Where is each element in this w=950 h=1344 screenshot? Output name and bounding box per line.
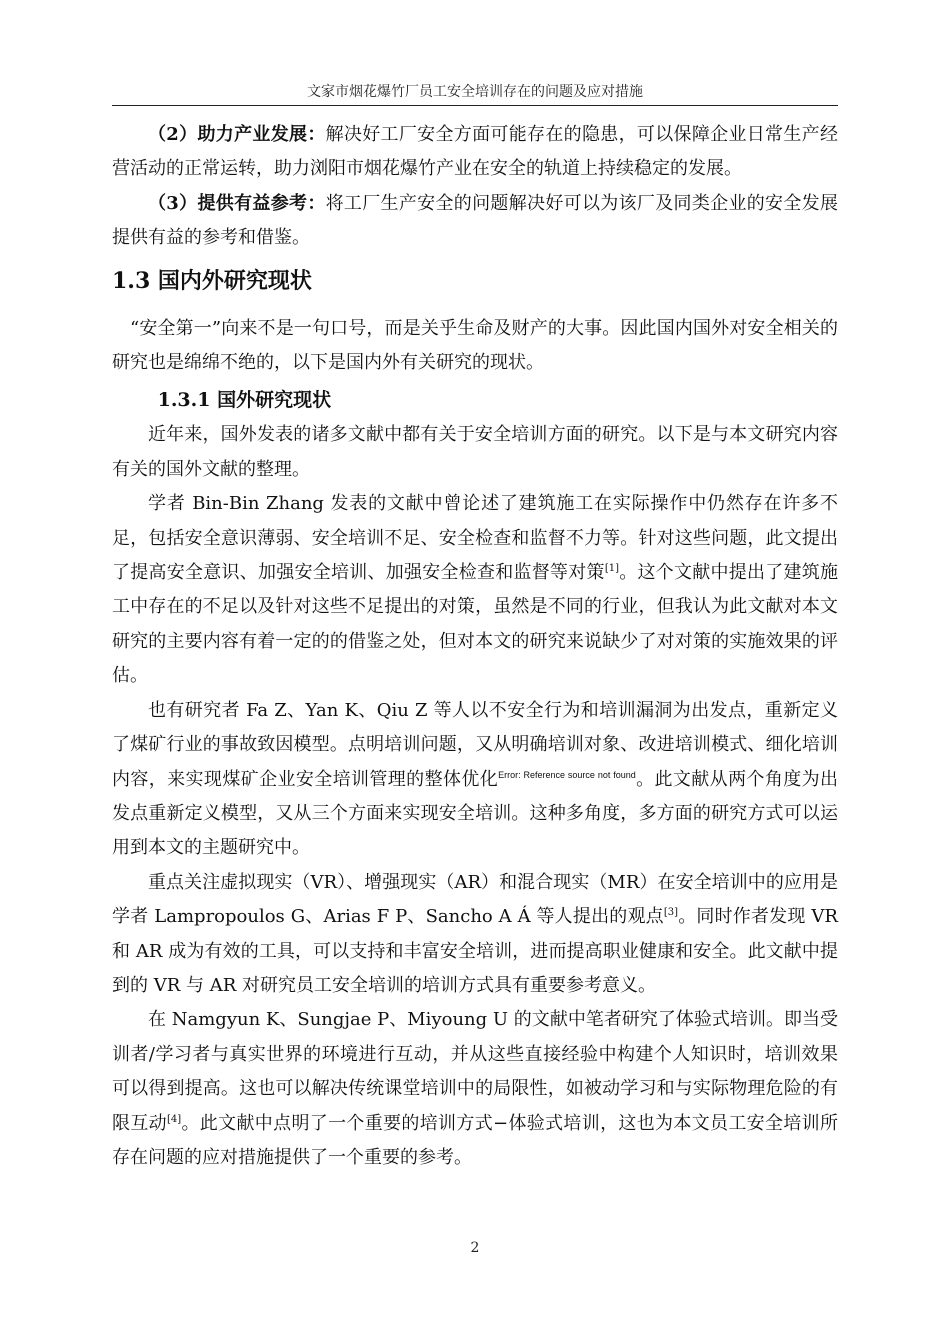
paragraph-3-text-a: 也有研究者 Fa Z、Yan K、Qiu Z 等人以不安全行为和培训漏洞为出发点，重新定义了煤矿行业的事故致因模型。点明培训问题，又从明确培训对象、改进培训模式、细化培训内容，来实现煤矿企业安全培训管理的整体优化	[112, 699, 838, 790]
paragraph-5-text-b: 。此文献中点明了一个重要的培训方式−体验式培训，这也为本文员工安全培训所存在问题的应对措施提供了一个重要的参考。	[112, 1112, 838, 1168]
header-divider	[112, 105, 838, 106]
purpose-item-2-label: （2）助力产业发展：	[148, 124, 326, 145]
purpose-item-3-label: （3）提供有益参考：	[148, 192, 326, 214]
page-body	[112, 118, 838, 1175]
page-number: 2	[470, 1240, 480, 1256]
paragraph-2-text-b: 。这个文献中提出了建筑施工中存在的不足以及针对这些不足提出的对策，虽然是不同的行业，但我认为此文献对本文研究的主要内容有着一定的的借鉴之处，但对本文的研究来说缺少了对对策的实施效果的评估。	[112, 562, 839, 687]
purpose-item-2	[112, 118, 838, 187]
paragraph-4	[112, 866, 838, 1004]
paragraph-4-text-a: 重点关注虚拟现实（VR）、增强现实（AR）和混合现实（MR）在安全培训中的应用是学者 Lampropoulos G、Arias F P、Sancho A Á 等人提出的观点	[112, 871, 838, 928]
purpose-item-3	[112, 187, 838, 256]
paragraph-1: 近年来，国外发表的诸多文献中都有关于安全培训方面的研究。以下是与本文研究内容有关的国外文献的整理。	[112, 424, 838, 480]
purpose-item-2-text: 解决好工厂安全方面可能存在的隐患，可以保障企业日常生产经营活动的正常运转，助力浏阳市烟花爆竹产业在安全的轨道上持续稳定的发展。	[112, 124, 838, 180]
citation-error: Error: Reference source not found	[498, 769, 636, 780]
paragraph-2-text-a: 学者 Bin-Bin Zhang 发表的文献中曾论述了建筑施工在实际操作中仍然存在许多不足，包括安全意识薄弱、安全培训不足、安全检查和监督不力等。针对这些问题，此文提出了提高安全意识、加强安全培训、加强安全检查和监督等对策	[112, 493, 838, 584]
section-heading: 1.3 国内外研究现状	[112, 267, 312, 294]
paragraph-4-text-b: 。同时作者发现 VR 和 AR 成为有效的工具，可以支持和丰富安全培训，进而提高职业健康和安全。此文献中提到的 VR 与 AR 对研究员工安全培训的培训方式具有重要参考意义。	[112, 906, 838, 996]
paragraph-5-text-a: 在 Namgyun K、Sungjae P、Miyoung U 的文献中笔者研究了体验式培训。即当受训者/学习者与真实世界的环境进行互动，并从这些直接经验中构建个人知识时，培训效果可以得到提高。这也可以解决传统课堂培训中的局限性，如被动学习和与实际物理危险的有限互动	[112, 1009, 838, 1134]
citation-1: [1]	[604, 563, 619, 575]
citation-4: [4]	[166, 1113, 182, 1125]
paragraph-2	[112, 487, 838, 693]
subsection-heading: 1.3.1 国外研究现状	[157, 389, 332, 412]
paragraph-5	[112, 1003, 838, 1175]
purpose-item-3-text: 将工厂生产安全的问题解决好可以为该厂及同类企业的安全发展提供有益的参考和借鉴。	[112, 192, 838, 249]
citation-3: [3]	[663, 907, 678, 919]
section-intro-paragraph: “安全第一”向来不是一句口号，而是关乎生命及财产的大事。因此国内国外对安全相关的研究也是绵绵不绝的，以下是国内外有关研究的现状。	[112, 317, 838, 374]
running-header: 文家市烟花爆竹厂员工安全培训存在的问题及应对措施	[307, 84, 643, 100]
paragraph-3-text-b: 。此文献从两个角度为出发点重新定义模型，又从三个方面来实现安全培训。这种多角度，多方面的研究方式可以运用到本文的主题研究中。	[112, 768, 839, 859]
paragraph-3	[112, 694, 838, 866]
